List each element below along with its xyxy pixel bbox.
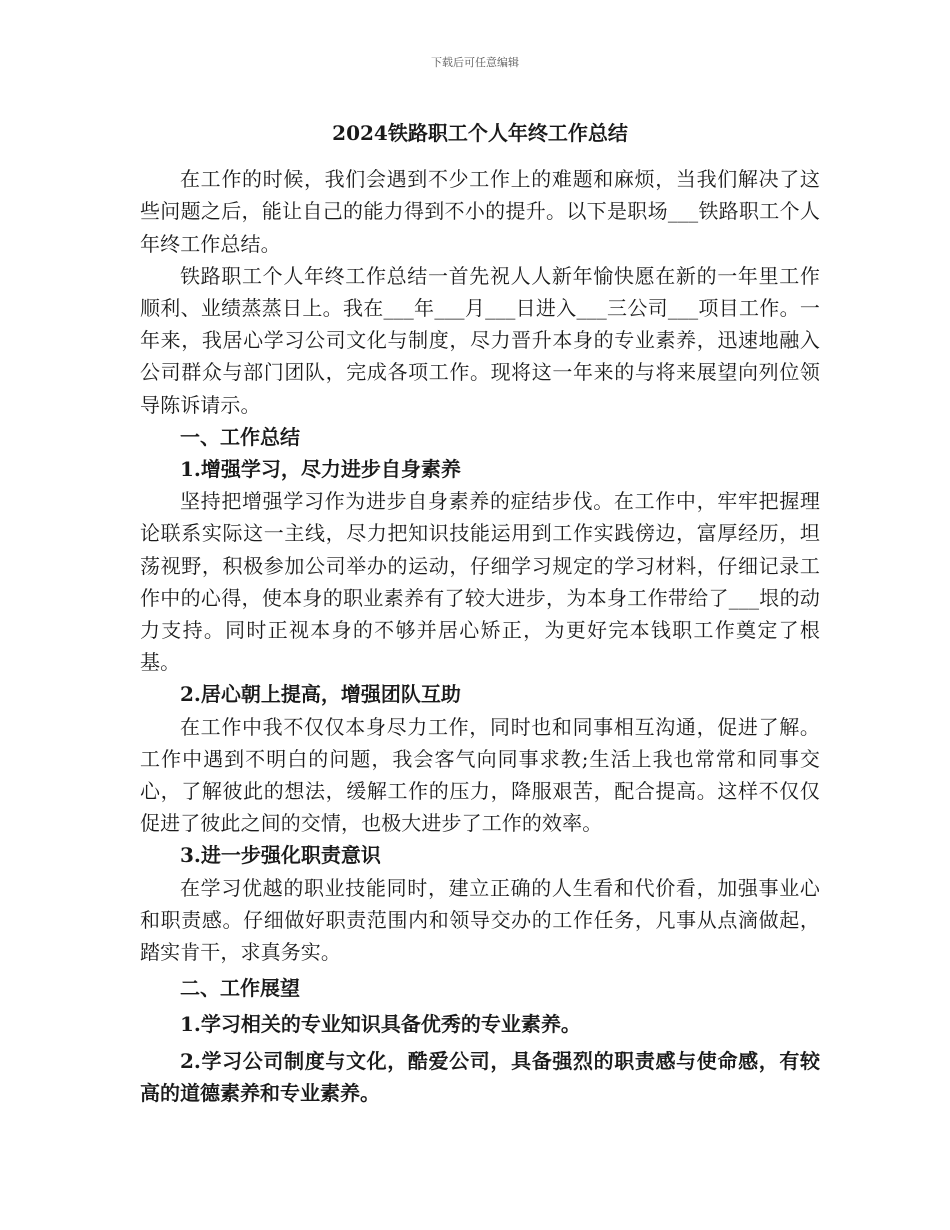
document-title: 2024铁路职工个人年终工作总结 [332,121,628,145]
subsection-paragraph-1: 坚持把增强学习作为进步自身素养的症结步伐。在工作中，牢牢把握理论联系实际这一主线，尽力把知识技能运用到工作实践傍边，富厚经历，坦荡视野，积极参加公司举办的运动，仔细学习规定的学习材料，仔细记录工作中的心得，使本身的职业素养有了较大进步，为本身工作带给了___垠的动力支持。同时正视本身的不够并居心矫正，为更好完本钱职工作奠定了根基。 [140,489,820,675]
subheading-1: 1.增强学习，尽力进步自身素养 [180,457,461,482]
page-header-note: 下载后可任意编辑 [431,56,519,69]
intro-paragraph: 在工作的时候，我们会遇到不少工作上的难题和麻烦，当我们解决了这些问题之后，能让自己的能力得到不小的提升。以下是职场___铁路职工个人年终工作总结。 [140,167,820,256]
document-body [140,117,820,1109]
subsection-paragraph-3: 在学习优越的职业技能同时，建立正确的人生看和代价看，加强事业心和职责感。仔细做好职责范围内和领导交办的工作任务，凡事从点滴做起，踏实肯干，求真务实。 [140,875,820,965]
subsection-paragraph-2: 在工作中我不仅仅本身尽力工作，同时也和同事相互沟通，促进了解。工作中遇到不明白的问题，我会客气向同事求教;生活上我也常常和同事交心，了解彼此的想法，缓解工作的压力，降服艰苦，配合提高。这样不仅仅促进了彼此之间的交情，也极大进步了工作的效率。 [140,714,820,836]
opening-paragraph: 铁路职工个人年终工作总结一首先祝人人新年愉快愿在新的一年里工作顺利、业绩蒸蒸日上。我在___年___月___日进入___三公司___项目工作。一年来，我居心学习公司文化与制度，尽力晋升本身的专业素养，迅速地融入公司群众与部门团队，完成各项工作。现将这一年来的与将来展望向列位领导陈诉请示。 [140,263,820,417]
section-heading-work-summary: 一、工作总结 [180,424,300,449]
subheading-3: 3.进一步强化职责意识 [180,843,381,868]
section-heading-work-outlook: 二、工作展望 [180,976,300,1001]
outlook-item-1: 1.学习相关的专业知识具备优秀的专业素养。 [180,1012,581,1037]
subheading-2: 2.居心朝上提高，增强团队互助 [180,682,461,707]
outlook-item-2: 2.学习公司制度与文化，酷爱公司，具备强烈的职责感与使命感，有较高的道德素养和专业素养。 [140,1048,820,1105]
